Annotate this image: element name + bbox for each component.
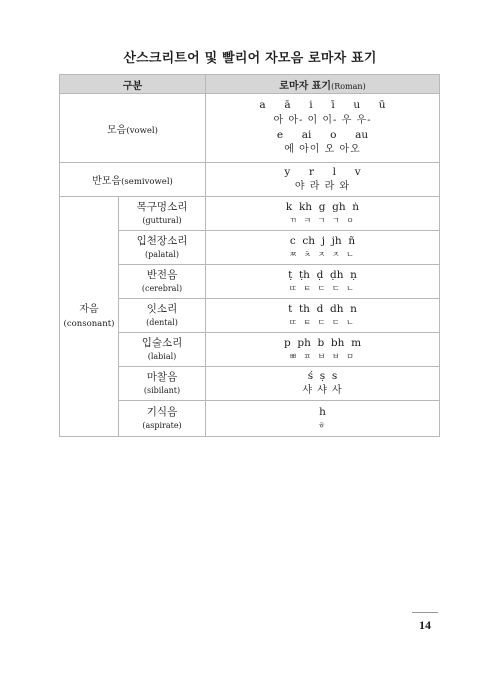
semivowel-label-en: (semivowel) xyxy=(121,177,173,187)
table-header-row xyxy=(60,75,440,94)
cerebral-values-cell xyxy=(206,265,440,299)
palatal-label-cell xyxy=(119,231,206,265)
cerebral-label-en: (cerebral) xyxy=(141,284,183,294)
sibilant-hangul: 샤 샤 사 xyxy=(302,384,343,396)
dental-roman: t th d dh n xyxy=(288,303,357,316)
page-number: 14 xyxy=(419,618,431,632)
palatal-hangul: ㅉ ㅊ ㅈ ㅈ ㄴ xyxy=(289,250,356,260)
sibilant-label: 마찰음 xyxy=(146,371,178,384)
semivowel-values-cell xyxy=(206,163,440,197)
guttural-hangul: ㄲ ㅋ ㄱ ㄱ ㅇ xyxy=(289,216,356,226)
aspirate-values-cell xyxy=(206,401,440,437)
palatal-label: 입천장소리 xyxy=(136,235,188,248)
semivowel-label: 반모음 xyxy=(92,176,122,187)
page-number-rule xyxy=(412,612,438,613)
vowel-roman-line-2: e ai o au xyxy=(276,129,369,141)
dental-label-en: (dental) xyxy=(146,318,178,328)
header-roman-label: 로마자 표기 xyxy=(279,80,332,92)
guttural-label: 목구멍소리 xyxy=(136,201,188,214)
vowel-label: 모음 xyxy=(107,124,127,136)
vowel-values-cell xyxy=(206,94,440,163)
semivowel-label-cell xyxy=(60,163,206,197)
guttural-roman: k kh g gh ṅ xyxy=(285,201,360,214)
romanization-table xyxy=(59,74,440,437)
vowel-roman-line-1: a ā i ī u ū xyxy=(259,99,386,112)
sibilant-label-cell xyxy=(119,367,206,401)
table-title: 산스크리트어 및 빨리어 자모음 로마자 표기 xyxy=(123,51,377,66)
labial-label-cell xyxy=(119,333,206,367)
aspirate-label-cell xyxy=(119,401,206,437)
palatal-roman: c ch j jh ñ xyxy=(289,235,356,248)
header-roman-en: (Roman) xyxy=(331,81,366,91)
table-row-guttural xyxy=(60,197,440,231)
vowel-label-en: (vowel) xyxy=(126,125,158,136)
dental-values-cell xyxy=(206,299,440,333)
labial-label: 입술소리 xyxy=(141,337,183,350)
sibilant-label-en: (sibilant) xyxy=(143,386,181,396)
guttural-label-en: (guttural) xyxy=(142,216,182,226)
cerebral-label-cell xyxy=(119,265,206,299)
cerebral-hangul: ㄸ ㅌ ㄷ ㄷ ㄴ xyxy=(289,284,356,294)
aspirate-label-en: (aspirate) xyxy=(142,421,182,431)
vowel-hangul-line-2: 에 아이 오 아오 xyxy=(284,144,361,156)
header-category-label: 구분 xyxy=(122,80,143,92)
vowel-label-cell xyxy=(60,94,206,163)
consonant-label-en: (consonant) xyxy=(63,318,115,329)
labial-label-en: (labial) xyxy=(147,352,177,362)
aspirate-label: 기식음 xyxy=(146,406,178,419)
header-roman xyxy=(206,75,440,94)
labial-values-cell xyxy=(206,333,440,367)
consonant-label: 자음 xyxy=(79,304,99,316)
guttural-values-cell xyxy=(206,197,440,231)
aspirate-hangul: ㅎ xyxy=(317,421,328,431)
labial-roman: p ph b bh m xyxy=(283,337,362,350)
aspirate-roman: h xyxy=(319,406,326,419)
semivowel-roman-line: y r l v xyxy=(284,165,361,178)
labial-hangul: ㅃ ㅍ ㅂ ㅂ ㅁ xyxy=(289,352,356,362)
consonant-label-cell xyxy=(60,197,119,437)
table-row-semivowel xyxy=(60,163,440,197)
vowel-hangul-line-1: 아 아- 이 이- 우 우- xyxy=(273,114,372,126)
sibilant-roman: ś ṣ s xyxy=(307,369,338,382)
cerebral-label: 반전음 xyxy=(146,269,178,282)
palatal-values-cell xyxy=(206,231,440,265)
table-row-vowel xyxy=(60,94,440,163)
header-category xyxy=(60,75,206,94)
guttural-label-cell xyxy=(119,197,206,231)
cerebral-roman: ṭ ṭh ḍ ḍh ṇ xyxy=(288,269,357,282)
dental-label-cell xyxy=(119,299,206,333)
semivowel-hangul-line: 야 라 라 와 xyxy=(294,180,351,192)
sibilant-values-cell xyxy=(206,367,440,401)
dental-label: 잇소리 xyxy=(146,303,178,316)
dental-hangul: ㄸ ㅌ ㄷ ㄷ ㄴ xyxy=(289,318,356,328)
palatal-label-en: (palatal) xyxy=(144,250,179,260)
